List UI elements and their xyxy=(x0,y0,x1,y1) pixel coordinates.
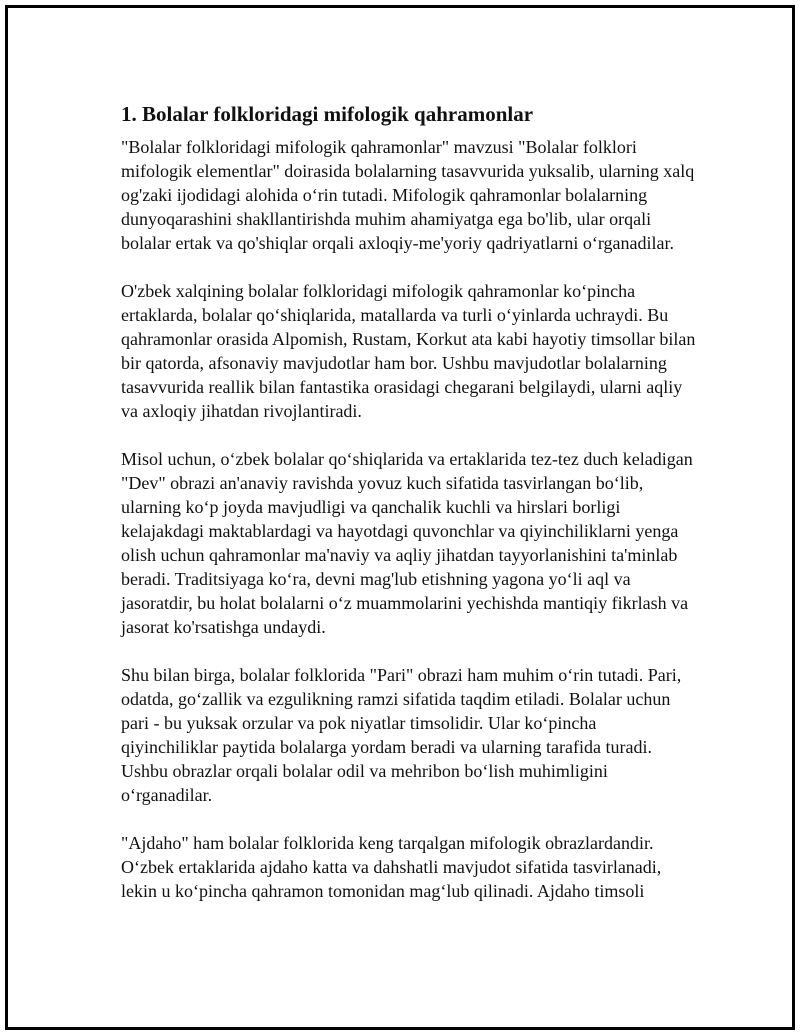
paragraph-5: "Ajdaho" ham bolalar folklorida keng tarqalgan mifologik obrazlardandir. O‘zbek ertaklarida ajdaho katta va dahshatli mavjudot sifatida tasvirlanadi, lekin u ko‘pincha qahramon tomonidan mag‘lub qilinadi. Ajdaho timsoli xyxy=(121,833,662,901)
document-page xyxy=(5,5,795,1030)
paragraph-1: "Bolalar folkloridagi mifologik qahramonlar" mavzusi "Bolalar folklori mifologik elementlar" doirasida bolalarning tasavvurida yuksalib, ularning xalq og'zaki ijodidagi alohida o‘rin tutadi. Mifologik qahramonlar bolalarning dunyoqarashini shakllantirishda muhim ahamiyatga ega bo'lib, ular orqali bolalar ertak va qo'shiqlar orqali axloqiy-me'yoriy qadriyatlarni o‘rganadilar. xyxy=(121,137,695,253)
section-heading: 1. Bolalar folkloridagi mifologik qahramonlar xyxy=(121,102,534,126)
document-body xyxy=(121,100,696,927)
paragraph-2: O'zbek xalqining bolalar folkloridagi mifologik qahramonlar ko‘pincha ertaklarda, bolalar qo‘shiqlarida, matallarda va turli o‘yinlarda uchraydi. Bu qahramonlar orasida Alpomish, Rustam, Korkut ata kabi hayotiy timsollar bilan bir qatorda, afsonaviy mavjudotlar ham bor. Ushbu mavjudotlar bolalarning tasavvurida reallik bilan fantastika orasidagi chegarani belgilaydi, ularni aqliy va axloqiy jihatdan rivojlantiradi. xyxy=(121,281,696,421)
paragraph-4: Shu bilan birga, bolalar folklorida "Pari" obrazi ham muhim o‘rin tutadi. Pari, odatda, go‘zallik va ezgulikning ramzi sifatida taqdim etiladi. Bolalar uchun pari - bu yuksak orzular va pok niyatlar timsolidir. Ular ko‘pincha qiyinchiliklar paytida bolalarga yordam beradi va ularning tarafida turadi. Ushbu obrazlar orqali bolalar odil va mehribon bo‘lish muhimligini o‘rganadilar. xyxy=(121,665,682,805)
paragraph-3: Misol uchun, o‘zbek bolalar qo‘shiqlarida va ertaklarida tez-tez duch keladigan "Dev" obrazi an'anaviy ravishda yovuz kuch sifatida tasvirlangan bo‘lib, ularning ko‘p joyda mavjudligi va qanchalik kuchli va hirslari borligi kelajakdagi maktablardagi va hayotdagi quvonchlar va qiyinchiliklarni yenga olish uchun qahramonlar ma'naviy va aqliy jihatdan tayyorlanishini ta'minlab beradi. Traditsiyaga ko‘ra, devni mag'lub etishning yagona yo‘li aql va jasoratdir, bu holat bolalarni o‘z muammolarini yechishda mantiqiy fikrlash va jasorat ko'rsatishga undaydi. xyxy=(121,449,693,637)
